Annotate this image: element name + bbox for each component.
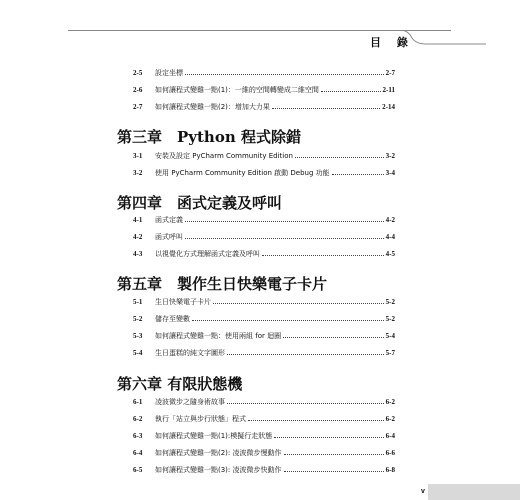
- toc-entry-number: 6-1: [133, 398, 143, 406]
- toc-entry-number: 2-6: [133, 86, 143, 94]
- leader-dots: [284, 471, 384, 472]
- toc-entry-title: 以視覺化方式理解函式定義及呼叫: [155, 250, 260, 258]
- toc-entry[interactable]: [133, 248, 395, 260]
- toc-entry-title: 凌波微步之隨身術故事: [155, 398, 225, 406]
- toc-entry[interactable]: [133, 150, 395, 162]
- toc-entry[interactable]: [133, 101, 395, 113]
- toc-entry-page: 6-2: [385, 398, 395, 406]
- toc-entry-number: 4-1: [133, 216, 143, 224]
- toc-entry-page: 5-2: [385, 298, 395, 306]
- toc-entry-number: 6-5: [133, 466, 143, 474]
- toc-entry-title: 如何讓程式變雞一點(1):模擬行走狀態: [155, 432, 273, 440]
- footer-bar: [428, 484, 520, 500]
- toc-entry-title: 儲存至變數: [155, 315, 190, 323]
- toc-entry[interactable]: [133, 330, 395, 342]
- leader-dots: [284, 454, 384, 455]
- page-number: v: [421, 488, 425, 495]
- toc-entry[interactable]: [133, 396, 395, 408]
- toc-entry-title: 生日快樂電子卡片: [155, 298, 211, 306]
- leader-dots: [332, 174, 384, 175]
- toc-entry-number: 4-3: [133, 250, 143, 258]
- leader-dots: [227, 354, 384, 355]
- toc-entry-number: 5-4: [133, 349, 143, 357]
- toc-entry[interactable]: [133, 167, 395, 179]
- toc-entry-page: 2-14: [382, 103, 395, 111]
- toc-entry-number: 4-2: [133, 233, 143, 241]
- leader-dots: [185, 74, 384, 75]
- toc-entry-title: 函式定義: [155, 216, 183, 224]
- toc-entry-number: 3-1: [133, 152, 143, 160]
- leader-dots: [295, 157, 384, 158]
- leader-dots: [274, 437, 383, 438]
- toc-entry-title: 使用 PyCharm Community Edition 啟動 Debug 功能: [155, 169, 330, 177]
- toc-entry-page: 5-4: [385, 332, 395, 340]
- chapter-heading[interactable]: 第三章 Python 程式除錯: [117, 128, 301, 146]
- toc-entry[interactable]: [133, 430, 395, 442]
- toc-entry-number: 6-3: [133, 432, 143, 440]
- toc-entry[interactable]: [133, 447, 395, 459]
- leader-dots: [321, 91, 381, 92]
- page-title: 目 錄: [370, 36, 414, 49]
- leader-dots: [185, 238, 384, 239]
- toc-entry-page: 3-4: [385, 169, 395, 177]
- toc-entry-number: 5-2: [133, 315, 143, 323]
- toc-entry-page: 4-4: [385, 233, 395, 241]
- toc-entry-title: 安裝及設定 PyCharm Community Edition: [155, 152, 293, 160]
- leader-dots: [227, 403, 384, 404]
- toc-entry[interactable]: [133, 67, 395, 79]
- leader-dots: [283, 337, 384, 338]
- toc-entry-page: 4-5: [385, 250, 395, 258]
- toc-entry[interactable]: [133, 231, 395, 243]
- toc-entry-title: 函式呼叫: [155, 233, 183, 241]
- toc-entry-page: 6-8: [385, 466, 395, 474]
- leader-dots: [262, 255, 384, 256]
- toc-entry[interactable]: [133, 313, 395, 325]
- chapter-heading[interactable]: 第五章 製作生日快樂電子卡片: [117, 275, 328, 293]
- chapter-heading[interactable]: 第六章 有限狀態機: [117, 375, 243, 393]
- toc-entry-page: 6-2: [385, 415, 395, 423]
- toc-entry-title: 如何讓程式變雞一點(2): 凌波微步慢動作: [155, 449, 282, 457]
- toc-entry-title: 如何讓程式變雞一點(1)：一維的空間轉變成二維空間: [155, 86, 319, 94]
- toc-entry-number: 6-4: [133, 449, 143, 457]
- toc-entry[interactable]: [133, 464, 395, 476]
- chapter-heading[interactable]: 第四章 函式定義及呼叫: [117, 194, 283, 212]
- toc-entry-page: 6-4: [385, 432, 395, 440]
- toc-entry[interactable]: [133, 214, 395, 226]
- toc-entry-number: 3-2: [133, 169, 143, 177]
- toc-entry-number: 2-5: [133, 69, 143, 77]
- toc-entry-title: 如何讓程式變雞一點(2)：增加大力果: [155, 103, 270, 111]
- toc-entry-page: 6-6: [385, 449, 395, 457]
- toc-entry[interactable]: [133, 413, 395, 425]
- toc-entry[interactable]: [133, 296, 395, 308]
- toc-entry-title: 執行「站立與步行狀態」程式: [155, 415, 246, 423]
- toc-entry-title: 如何讓程式變雞一點(3): 凌波微步快動作: [155, 466, 282, 474]
- toc-entry-page: 2-7: [385, 69, 395, 77]
- toc-entry[interactable]: [133, 347, 395, 359]
- toc-entry-page: 2-11: [382, 86, 395, 94]
- toc-entry-page: 5-7: [385, 349, 395, 357]
- toc-entry-number: 5-1: [133, 298, 143, 306]
- toc-entry[interactable]: [133, 84, 395, 96]
- toc-entry-page: 4-2: [385, 216, 395, 224]
- toc-entry-title: 如何讓程式變雞一點：使用兩組 for 迴圈: [155, 332, 282, 340]
- leader-dots: [272, 108, 380, 109]
- toc-entry-page: 3-2: [385, 152, 395, 160]
- toc-entry-title: 設定坐標: [155, 69, 183, 77]
- toc-entry-number: 6-2: [133, 415, 143, 423]
- leader-dots: [248, 420, 384, 421]
- toc-entry-title: 生日蛋糕的純文字圖形: [155, 349, 225, 357]
- toc-entry-number: 2-7: [133, 103, 143, 111]
- leader-dots: [213, 303, 384, 304]
- leader-dots: [192, 320, 384, 321]
- leader-dots: [185, 221, 384, 222]
- toc-entry-number: 5-3: [133, 332, 143, 340]
- toc-entry-page: 5-2: [385, 315, 395, 323]
